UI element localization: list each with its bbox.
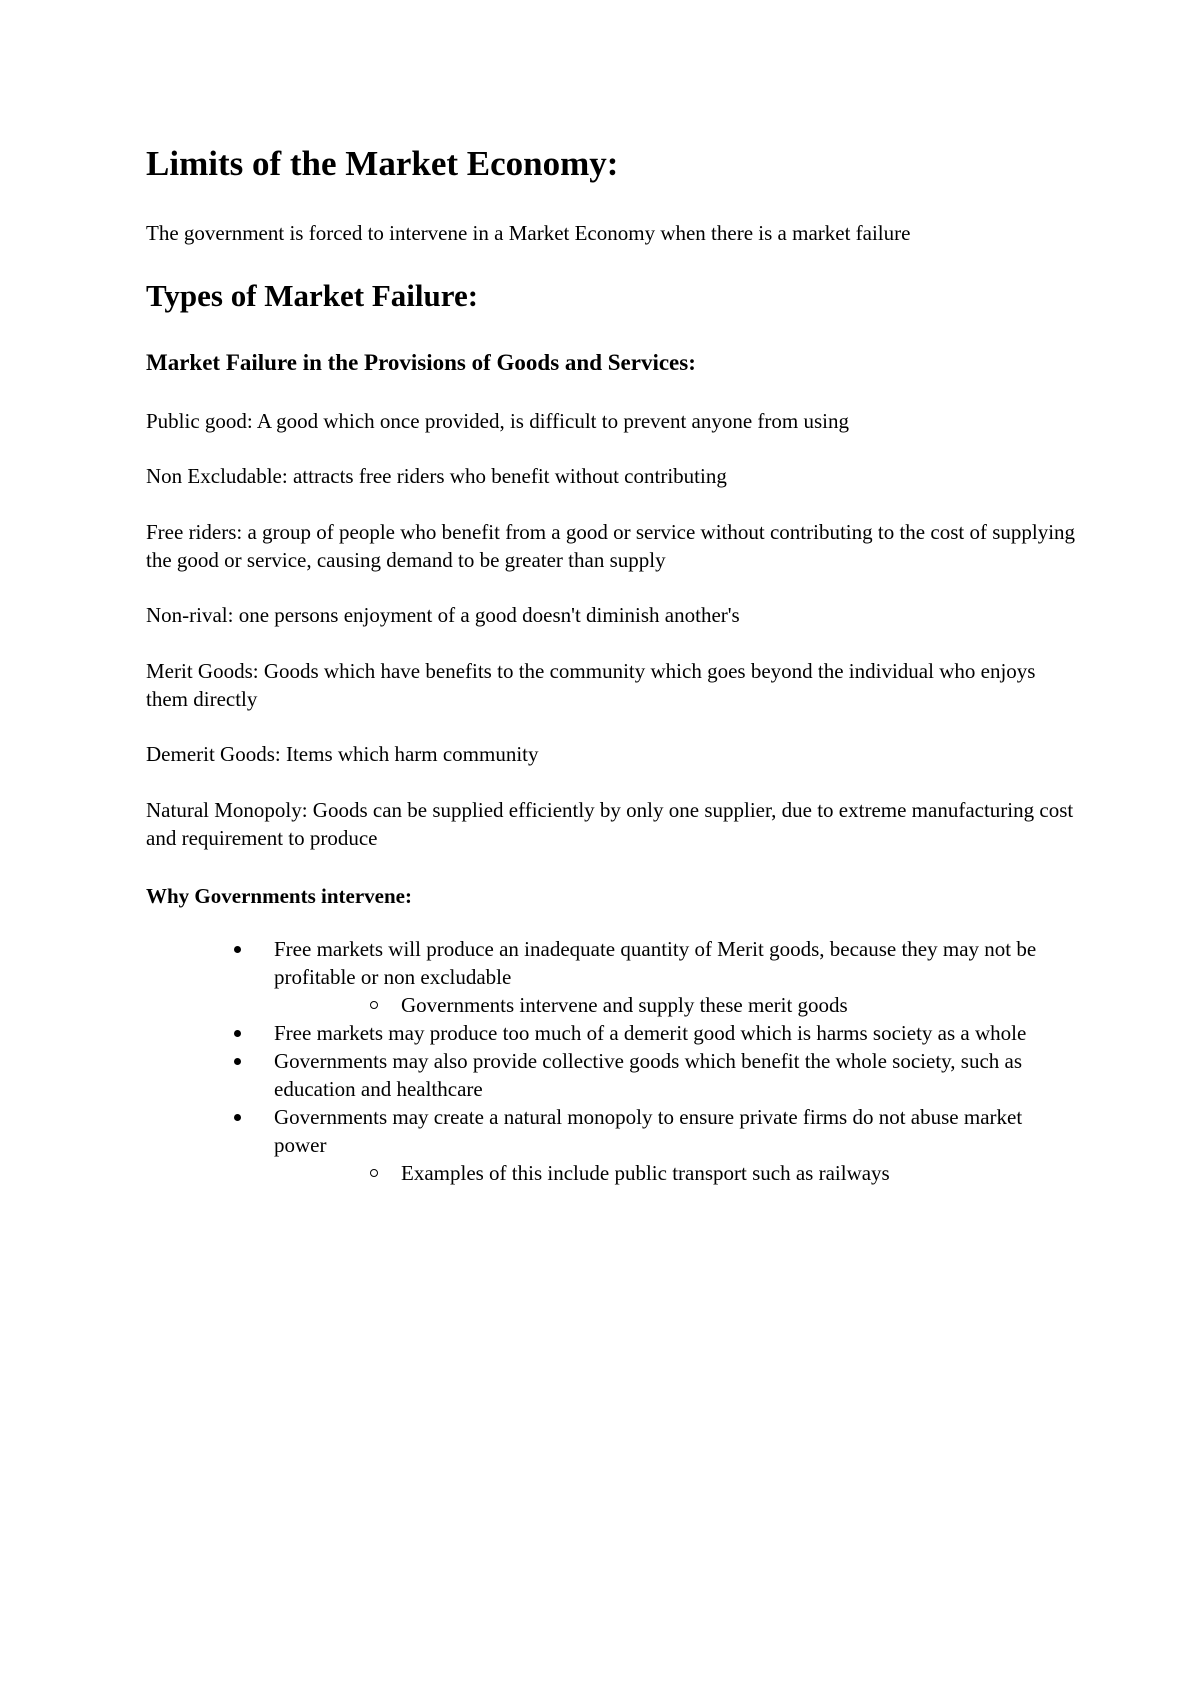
- provisions-heading: Market Failure in the Provisions of Goods and Services:: [146, 350, 696, 375]
- definition-public-good: Public good: A good which once provided, is difficult to prevent anyone from using: [146, 409, 850, 433]
- bullet-icon: [234, 1058, 241, 1065]
- bullet-list: [146, 935, 1076, 1187]
- types-heading: Types of Market Failure:: [146, 278, 479, 313]
- list-item-text: Governments may create a natural monopoly to ensure private firms do not abuse market power: [274, 1105, 1023, 1157]
- definition-free-riders: Free riders: a group of people who benefit from a good or service without contributing to the cost of supplying the good or service, causing demand to be greater than supply: [146, 520, 1076, 572]
- list-item: [146, 1103, 1074, 1159]
- definition-demerit-goods: Demerit Goods: Items which harm community: [146, 742, 539, 766]
- list-item-text: Free markets will produce an inadequate quantity of Merit goods, because they may not be profitable or non excludable: [274, 937, 1037, 989]
- hollow-bullet-icon: [370, 1169, 378, 1177]
- sub-list-item-text: Examples of this include public transport such as railways: [401, 1161, 890, 1185]
- definition-merit-goods: Merit Goods: Goods which have benefits to the community which goes beyond the individual who enjoys them directly: [146, 659, 1036, 711]
- list-item-text: Governments may also provide collective goods which benefit the whole society, such as education and healthcare: [274, 1049, 1023, 1101]
- list-item: [146, 1019, 1074, 1047]
- hollow-bullet-icon: [370, 1001, 378, 1009]
- sub-list-item: [146, 991, 1076, 1019]
- definition-non-excludable: Non Excludable: attracts free riders who benefit without contributing: [146, 464, 727, 488]
- page-title: Limits of the Market Economy:: [146, 144, 619, 183]
- list-item: [146, 935, 1074, 991]
- definition-natural-monopoly: Natural Monopoly: Goods can be supplied efficiently by only one supplier, due to extreme manufacturing cost and requirement to produce: [146, 798, 1074, 850]
- definition-non-rival: Non-rival: one persons enjoyment of a good doesn't diminish another's: [146, 603, 740, 627]
- intro-paragraph: The government is forced to intervene in a Market Economy when there is a market failure: [146, 221, 911, 245]
- sub-list-item: [146, 1159, 1076, 1187]
- bullet-icon: [234, 946, 241, 953]
- bullet-icon: [234, 1114, 241, 1121]
- why-heading: Why Governments intervene:: [146, 884, 412, 908]
- sub-list-item-text: Governments intervene and supply these merit goods: [401, 993, 848, 1017]
- list-item-text: Free markets may produce too much of a demerit good which is harms society as a whole: [274, 1021, 1027, 1045]
- bullet-icon: [234, 1030, 241, 1037]
- list-item: [146, 1047, 1074, 1103]
